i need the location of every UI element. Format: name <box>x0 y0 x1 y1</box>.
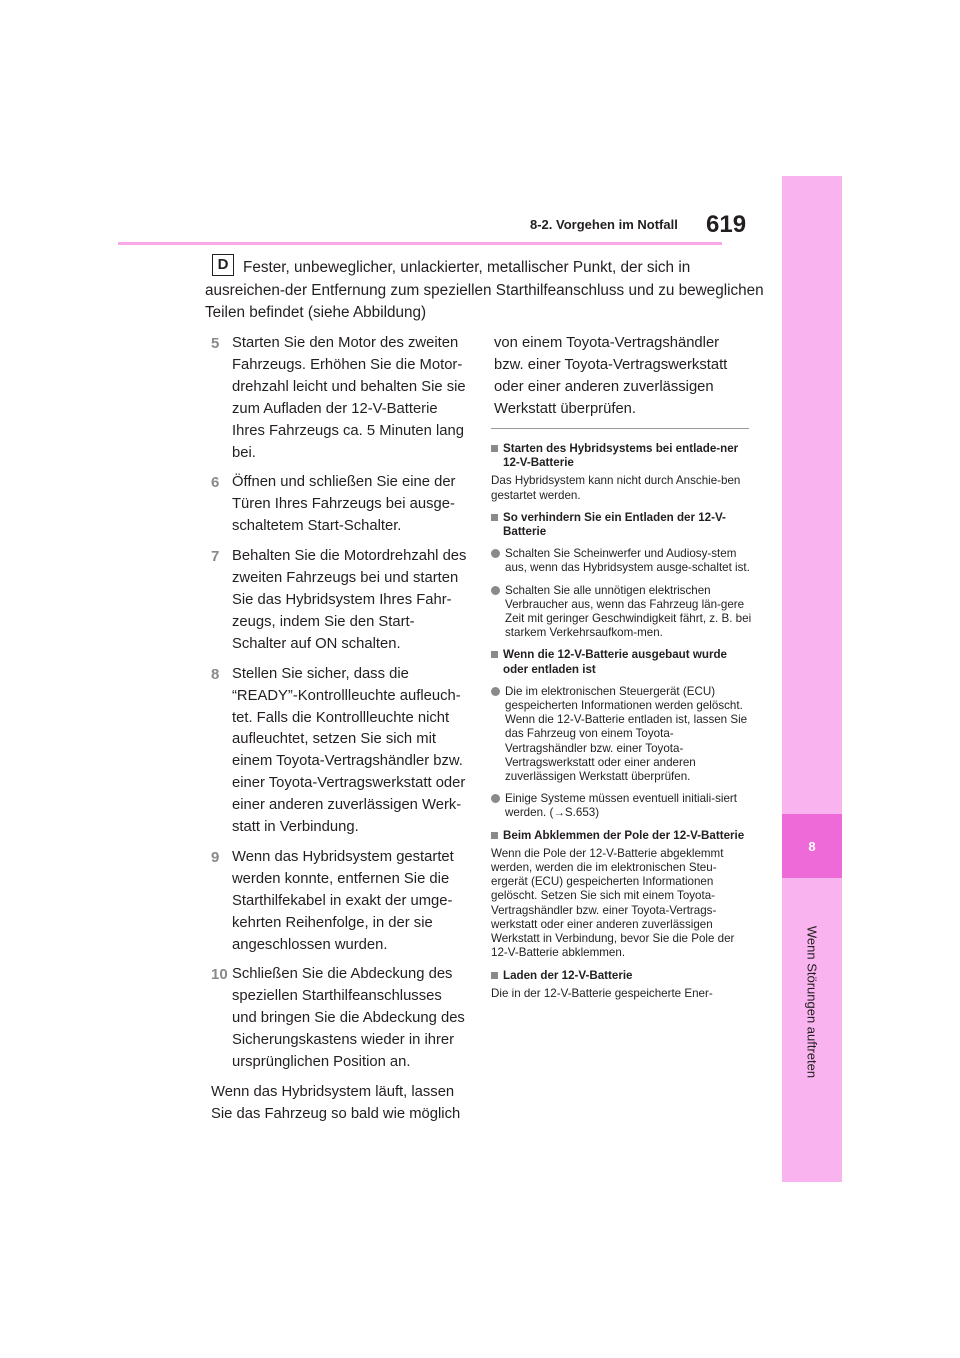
continuation-paragraph: von einem Toyota-Vertragshändler bzw. einer Toyota-Vertragswerkstatt oder einer anderen zuverlässigen Werkstatt überprüfen. <box>494 335 728 417</box>
step <box>211 847 467 957</box>
step-text: Öffnen und schließen Sie eine der Türen Ihres Fahrzeugs bei ausge-schaltetem Start-Schalter. <box>232 474 456 535</box>
step <box>211 333 467 464</box>
note-bullet <box>491 547 753 575</box>
step-text: Stellen Sie sicher, dass die “READY”-Kontrollleuchte aufleuch-tet. Falls die Kontrollleuchte nicht aufleuchtet, setzen Sie sich mit einem Toyota-Vertragshändler bzw. einer Toyota-Vertragswerkstatt oder einer anderen zuverlässigen Werk-statt in Verbindung. <box>232 665 466 836</box>
header-rule <box>118 242 722 245</box>
note-bullet-text: Die im elektronischen Steuergerät (ECU) gespeicherten Informationen werden gelöscht. Wenn die 12-V-Batterie entladen ist, lassen Sie das Fahrzeug von einem Toyota-Vertragshändler bzw. einer Toyota-Vertragswerkstatt oder einer anderen zuverlässigen Werkstatt überprüfen. <box>505 684 748 784</box>
note-body: Wenn die Pole der 12-V-Batterie abgeklemmt werden, werden die im elektronischen Steu-ergerät (ECU) gespeicherten Informationen gelöscht. Setzen Sie sich mit einem Toyota-Vertragshändler bzw. einer Toyota-Vertrags-werkstatt oder einer anderen zuverlässigen Werkstatt in Verbindung, bevor Sie die Pole der 12-V-Batterie abklemmen. <box>491 846 735 960</box>
section-title: 8-2. Vorgehen im Notfall <box>530 217 678 232</box>
note-body: Das Hybridsystem kann nicht durch Anschie-ben gestartet werden. <box>491 474 741 502</box>
note-bullet <box>491 685 753 784</box>
note-bullet <box>491 584 753 641</box>
note-heading <box>491 969 753 983</box>
step-number: 8 <box>211 665 220 683</box>
page-number: 619 <box>706 211 747 238</box>
callout-badge: D <box>212 254 234 276</box>
note-heading <box>491 829 753 843</box>
note-heading-text: So verhindern Sie ein Entladen der 12-V-Batterie <box>503 510 726 539</box>
note-heading <box>491 442 753 470</box>
note-heading-text: Wenn die 12-V-Batterie ausgebaut wurde oder entladen ist <box>503 648 727 676</box>
step-number: 9 <box>211 848 220 866</box>
chapter-number: 8 <box>782 814 842 878</box>
step-number: 10 <box>211 966 228 984</box>
step-number: 6 <box>211 474 220 492</box>
step-number: 7 <box>211 548 220 566</box>
square-bullet-icon <box>491 651 498 658</box>
note-heading-text: Beim Abklemmen der Pole der 12-V-Batterie <box>503 828 745 842</box>
square-bullet-icon <box>491 972 498 979</box>
steps-column <box>211 333 467 1126</box>
square-bullet-icon <box>491 832 498 839</box>
step <box>211 964 467 1074</box>
step <box>211 472 467 538</box>
note-heading <box>491 511 753 539</box>
note-heading-text: Laden der 12-V-Batterie <box>503 968 633 982</box>
step <box>211 546 467 656</box>
chapter-title: Wenn Störungen auftreten <box>804 925 820 1079</box>
notes-column <box>491 434 753 1001</box>
circle-bullet-icon <box>491 549 500 558</box>
step-text: Starten Sie den Motor des zweiten Fahrzeugs. Erhöhen Sie die Motor-drehzahl leicht und behalten Sie sie zum Aufladen der 12-V-Batterie Ihres Fahrzeugs ca. 5 Minuten lang bei. <box>232 335 466 461</box>
circle-bullet-icon <box>491 794 500 803</box>
note-bullet-text: Schalten Sie Scheinwerfer und Audiosy-stem aus, wenn das Hybridsystem ausge-schaltet ist. <box>505 547 750 575</box>
circle-bullet-icon <box>491 586 500 595</box>
closing-paragraph: Wenn das Hybridsystem läuft, lassen Sie das Fahrzeug so bald wie möglich <box>211 1084 461 1122</box>
note-bullet-text: Schalten Sie alle unnötigen elektrischen Verbraucher aus, wenn das Fahrzeug län-gere Zeit mit geringer Geschwindigkeit fährt, z. B. bei starkem Verkehrsaufkom-men. <box>505 583 752 640</box>
note-heading <box>491 648 753 676</box>
step-text: Wenn das Hybridsystem gestartet werden konnte, entfernen Sie die Starthilfekabel in exakt der umge-kehrten Reihenfolge, in der sie angeschlossen wurden. <box>232 848 454 953</box>
note-bullet <box>491 792 753 820</box>
square-bullet-icon <box>491 514 498 521</box>
square-bullet-icon <box>491 445 498 452</box>
note-body: Die in der 12-V-Batterie gespeicherte Ener- <box>491 986 713 1000</box>
step-text: Schließen Sie die Abdeckung des speziellen Starthilfeanschlusses und bringen Sie die Abdeckung des Sicherungskastens wieder in ihrer ursprünglichen Position an. <box>232 966 465 1071</box>
notes-divider <box>491 428 749 429</box>
circle-bullet-icon <box>491 687 500 696</box>
note-heading-text: Starten des Hybridsystems bei entlade-ner 12-V-Batterie <box>503 442 739 470</box>
note-bullet-text: Einige Systeme müssen eventuell initiali-siert werden. (→S.653) <box>505 792 737 820</box>
step-number: 5 <box>211 335 220 352</box>
intro-paragraph: Fester, unbeweglicher, unlackierter, metallischer Punkt, der sich in ausreichen-der Entfernung zum speziellen Starthilfeanschluss und zu beweglichen Teilen befindet (siehe Abbildung) <box>205 259 764 321</box>
step <box>211 664 467 839</box>
step-text: Behalten Sie die Motordrehzahl des zweiten Fahrzeugs bei und starten Sie das Hybridsystem Ihres Fahr-zeugs, indem Sie den Start-Schalter auf ON schalten. <box>232 548 467 652</box>
